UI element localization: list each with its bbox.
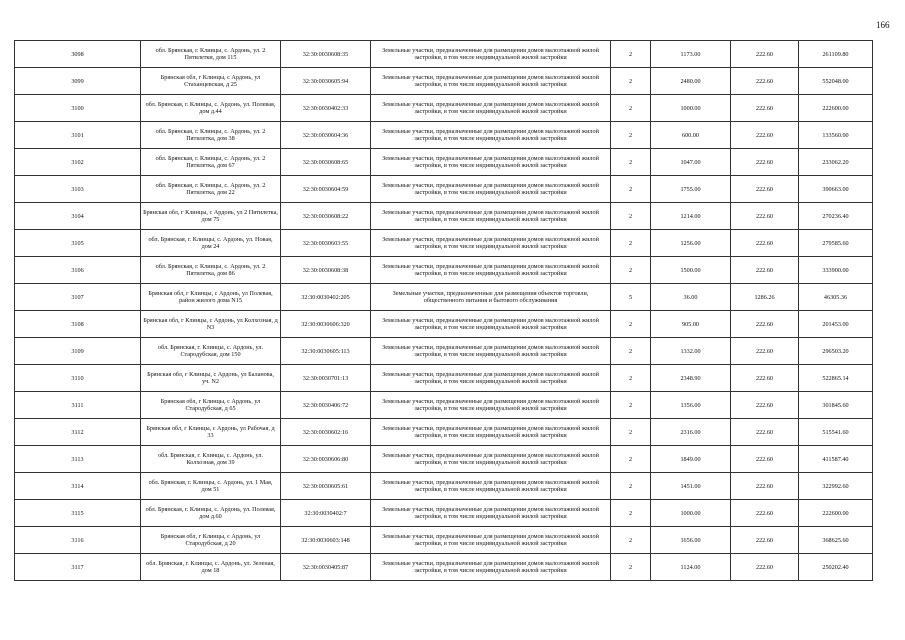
table-row (15, 203, 873, 230)
specific-value-cell: 222.60 (731, 419, 799, 446)
specific-value-cell: 222.60 (731, 122, 799, 149)
address-cell: Брянская обл, г Клинцы, с Ардонь, ул Колхозная, д N3 (141, 311, 281, 338)
land-purpose-cell: Земельные участки, предназначенные для размещения домов малоэтажной жилой застройки, в том числе индивидуальной жилой застройки (371, 230, 611, 257)
cadastral-number-cell: 32:30:0030606:80 (281, 446, 371, 473)
land-purpose-cell: Земельные участки, предназначенные для размещения домов малоэтажной жилой застройки, в том числе индивидуальной жилой застройки (371, 338, 611, 365)
area-cell: 1000.00 (651, 500, 731, 527)
row-number-cell: 3111 (15, 392, 141, 419)
area-cell: 1356.00 (651, 392, 731, 419)
table-row (15, 554, 873, 581)
cadastral-number-cell: 32:30:0030402:205 (281, 284, 371, 311)
address-cell: Брянская обл, г Клинцы, с Ардонь, ул Стародубская, д 20 (141, 527, 281, 554)
land-purpose-cell: Земельные участки, предназначенные для размещения домов малоэтажной жилой застройки, в том числе индивидуальной жилой застройки (371, 419, 611, 446)
group-cell: 5 (611, 284, 651, 311)
table-row (15, 176, 873, 203)
cadastral-value-cell: 279585.60 (799, 230, 873, 257)
specific-value-cell: 222.60 (731, 500, 799, 527)
land-purpose-cell: Земельные участки, предназначенные для размещения домов малоэтажной жилой застройки, в том числе индивидуальной жилой застройки (371, 392, 611, 419)
address-cell: обл. Брянская, г. Клинцы, с. Ардонь, ул. 2 Пятилетки, дом 115 (141, 41, 281, 68)
land-purpose-cell: Земельные участки, предназначенные для размещения домов малоэтажной жилой застройки, в том числе индивидуальной жилой застройки (371, 500, 611, 527)
area-cell: 905.00 (651, 311, 731, 338)
cadastral-number-cell: 32:30:0030603:55 (281, 230, 371, 257)
land-purpose-cell: Земельные участки, предназначенные для размещения домов малоэтажной жилой застройки, в том числе индивидуальной жилой застройки (371, 41, 611, 68)
row-number-cell: 3098 (15, 41, 141, 68)
land-purpose-cell: Земельные участки, предназначенные для размещения домов малоэтажной жилой застройки, в том числе индивидуальной жилой застройки (371, 446, 611, 473)
cadastral-value-cell: 201453.00 (799, 311, 873, 338)
address-cell: обл. Брянская, г. Клинцы, с. Ардонь, ул. Колхозная, дом 39 (141, 446, 281, 473)
group-cell: 2 (611, 500, 651, 527)
area-cell: 1214.00 (651, 203, 731, 230)
group-cell: 2 (611, 230, 651, 257)
group-cell: 2 (611, 149, 651, 176)
table-row (15, 338, 873, 365)
group-cell: 2 (611, 95, 651, 122)
specific-value-cell: 222.60 (731, 68, 799, 95)
table-row (15, 284, 873, 311)
address-cell: Брянская обл, г Клинцы, с Ардонь, ул Стародубская, д 65 (141, 392, 281, 419)
cadastral-number-cell: 32:30:0030405:87 (281, 554, 371, 581)
table-row (15, 122, 873, 149)
row-number-cell: 3113 (15, 446, 141, 473)
row-number-cell: 3106 (15, 257, 141, 284)
area-cell: 2316.00 (651, 419, 731, 446)
cadastral-value-cell: 222600.00 (799, 500, 873, 527)
cadastral-value-cell: 522865.14 (799, 365, 873, 392)
address-cell: обл. Брянская, г. Клинцы, с. Ардонь, ул. Стародубская, дом 150 (141, 338, 281, 365)
specific-value-cell: 222.60 (731, 473, 799, 500)
land-purpose-cell: Земельные участки, предназначенные для размещения домов малоэтажной жилой застройки, в том числе индивидуальной жилой застройки (371, 149, 611, 176)
cadastral-number-cell: 32:30:0030402:33 (281, 95, 371, 122)
row-number-cell: 3100 (15, 95, 141, 122)
specific-value-cell: 222.60 (731, 392, 799, 419)
row-number-cell: 3099 (15, 68, 141, 95)
group-cell: 2 (611, 392, 651, 419)
address-cell: обл. Брянская, г. Клинцы, с. Ардонь, ул. 2 Пятилетка, дом 22 (141, 176, 281, 203)
area-cell: 1656.00 (651, 527, 731, 554)
cadastral-number-cell: 32:30:0030604:59 (281, 176, 371, 203)
address-cell: обл. Брянская, г. Клинцы, с. Ардонь, ул. 2 Пятилетка, дом 86 (141, 257, 281, 284)
cadastral-value-cell: 46305.36 (799, 284, 873, 311)
cadastral-value-cell: 411587.40 (799, 446, 873, 473)
area-cell: 1256.00 (651, 230, 731, 257)
group-cell: 2 (611, 338, 651, 365)
area-cell: 1000.00 (651, 95, 731, 122)
specific-value-cell: 222.60 (731, 149, 799, 176)
page-number: 166 (876, 20, 890, 30)
cadastral-number-cell: 32:30:0030608:35 (281, 41, 371, 68)
table-row (15, 419, 873, 446)
land-purpose-cell: Земельные участки, предназначенные для размещения домов малоэтажной жилой застройки, в том числе индивидуальной жилой застройки (371, 365, 611, 392)
area-cell: 2480.00 (651, 68, 731, 95)
cadastral-number-cell: 32:30:0030406:72 (281, 392, 371, 419)
land-purpose-cell: Земельные участки, предназначенные для размещения домов малоэтажной жилой застройки, в том числе индивидуальной жилой застройки (371, 554, 611, 581)
area-cell: 1124.00 (651, 554, 731, 581)
row-number-cell: 3116 (15, 527, 141, 554)
row-number-cell: 3108 (15, 311, 141, 338)
group-cell: 2 (611, 527, 651, 554)
address-cell: обл. Брянская, г. Клинцы, с. Ардонь, ул. Полевая, дом д.60 (141, 500, 281, 527)
land-purpose-cell: Земельные участки, предназначенные для размещения объектов торговли, общественного питания и бытового обслуживания (371, 284, 611, 311)
address-cell: Брянская обл, г Клинцы, с Ардонь, ул Стаханцевская, д 25 (141, 68, 281, 95)
address-cell: Брянская обл, г Клинцы, с Ардонь, ул 2 Пятилетка, дом 75 (141, 203, 281, 230)
area-cell: 1332.00 (651, 338, 731, 365)
specific-value-cell: 222.60 (731, 176, 799, 203)
land-purpose-cell: Земельные участки, предназначенные для размещения домов малоэтажной жилой застройки, в том числе индивидуальной жилой застройки (371, 311, 611, 338)
specific-value-cell: 1286.26 (731, 284, 799, 311)
cadastral-value-cell: 296503.20 (799, 338, 873, 365)
address-cell: обл. Брянская, г. Клинцы, с. Ардонь, ул. 1 Мая, дом 51 (141, 473, 281, 500)
area-cell: 1500.00 (651, 257, 731, 284)
land-purpose-cell: Земельные участки, предназначенные для размещения домов малоэтажной жилой застройки, в том числе индивидуальной жилой застройки (371, 527, 611, 554)
table-row (15, 473, 873, 500)
cadastral-number-cell: 32:30:0030608:22 (281, 203, 371, 230)
cadastral-value-cell: 270236.40 (799, 203, 873, 230)
group-cell: 2 (611, 446, 651, 473)
cadastral-number-cell: 32:30:0030701:13 (281, 365, 371, 392)
group-cell: 2 (611, 203, 651, 230)
group-cell: 2 (611, 419, 651, 446)
area-cell: 1849.00 (651, 446, 731, 473)
address-cell: обл. Брянская, г. Клинцы, с. Ардонь, ул. Зеленая, дом 18 (141, 554, 281, 581)
group-cell: 2 (611, 554, 651, 581)
row-number-cell: 3115 (15, 500, 141, 527)
group-cell: 2 (611, 176, 651, 203)
cadastral-number-cell: 32:30:0030602:16 (281, 419, 371, 446)
cadastral-value-cell: 261109.80 (799, 41, 873, 68)
land-purpose-cell: Земельные участки, предназначенные для размещения домов малоэтажной жилой застройки, в том числе индивидуальной жилой застройки (371, 95, 611, 122)
row-number-cell: 3114 (15, 473, 141, 500)
specific-value-cell: 222.60 (731, 203, 799, 230)
cadastral-value-cell: 322992.60 (799, 473, 873, 500)
cadastral-value-cell: 333900.00 (799, 257, 873, 284)
cadastral-value-cell: 233062.20 (799, 149, 873, 176)
address-cell: Брянская обл, г Клинцы, с Ардонь, ул Полевая, район жилого дома N15 (141, 284, 281, 311)
land-purpose-cell: Земельные участки, предназначенные для размещения домов малоэтажной жилой застройки, в том числе индивидуальной жилой застройки (371, 122, 611, 149)
area-cell: 600.00 (651, 122, 731, 149)
row-number-cell: 3112 (15, 419, 141, 446)
specific-value-cell: 222.60 (731, 554, 799, 581)
cadastral-number-cell: 32:30:0030605:94 (281, 68, 371, 95)
row-number-cell: 3104 (15, 203, 141, 230)
cadastral-number-cell: 32:30:0030402:7 (281, 500, 371, 527)
specific-value-cell: 222.60 (731, 365, 799, 392)
table-row (15, 446, 873, 473)
address-cell: обл. Брянская, г. Клинцы, с. Ардонь, ул. Полевая, дом д.44 (141, 95, 281, 122)
group-cell: 2 (611, 257, 651, 284)
row-number-cell: 3105 (15, 230, 141, 257)
specific-value-cell: 222.60 (731, 95, 799, 122)
address-cell: обл. Брянская, г. Клинцы, с. Ардонь, ул. 2 Пятилетка, дом 38 (141, 122, 281, 149)
row-number-cell: 3109 (15, 338, 141, 365)
area-cell: 1451.00 (651, 473, 731, 500)
area-cell: 1755.00 (651, 176, 731, 203)
group-cell: 2 (611, 365, 651, 392)
address-cell: Брянская обл, г Клинцы, с Ардонь, ул Баланова, уч. N2 (141, 365, 281, 392)
cadastral-number-cell: 32:30:0030605:61 (281, 473, 371, 500)
table-row (15, 500, 873, 527)
cadastral-value-cell: 133560.00 (799, 122, 873, 149)
row-number-cell: 3117 (15, 554, 141, 581)
table-row (15, 527, 873, 554)
table-row (15, 257, 873, 284)
group-cell: 2 (611, 122, 651, 149)
specific-value-cell: 222.60 (731, 41, 799, 68)
cadastral-value-cell: 390663.00 (799, 176, 873, 203)
row-number-cell: 3101 (15, 122, 141, 149)
land-purpose-cell: Земельные участки, предназначенные для размещения домов малоэтажной жилой застройки, в том числе индивидуальной жилой застройки (371, 473, 611, 500)
table-row (15, 230, 873, 257)
land-purpose-cell: Земельные участки, предназначенные для размещения домов малоэтажной жилой застройки, в том числе индивидуальной жилой застройки (371, 176, 611, 203)
cadastral-value-cell: 515541.60 (799, 419, 873, 446)
table-row (15, 392, 873, 419)
cadastral-value-table (14, 40, 873, 581)
specific-value-cell: 222.60 (731, 257, 799, 284)
group-cell: 2 (611, 311, 651, 338)
cadastral-value-cell: 368625.60 (799, 527, 873, 554)
area-cell: 36.00 (651, 284, 731, 311)
cadastral-value-cell: 301845.60 (799, 392, 873, 419)
area-cell: 2348.90 (651, 365, 731, 392)
row-number-cell: 3110 (15, 365, 141, 392)
cadastral-value-cell: 552048.00 (799, 68, 873, 95)
area-cell: 1047.00 (651, 149, 731, 176)
cadastral-number-cell: 32:30:0030608:65 (281, 149, 371, 176)
table-row (15, 311, 873, 338)
specific-value-cell: 222.60 (731, 446, 799, 473)
table-row (15, 365, 873, 392)
cadastral-number-cell: 32:30:0030604:36 (281, 122, 371, 149)
area-cell: 1173.00 (651, 41, 731, 68)
group-cell: 2 (611, 41, 651, 68)
cadastral-number-cell: 32:30:0030603:148 (281, 527, 371, 554)
specific-value-cell: 222.60 (731, 527, 799, 554)
cadastral-value-cell: 222600.00 (799, 95, 873, 122)
cadastral-value-cell: 250202.40 (799, 554, 873, 581)
cadastral-number-cell: 32:30:0030608:38 (281, 257, 371, 284)
table-row (15, 149, 873, 176)
group-cell: 2 (611, 473, 651, 500)
land-purpose-cell: Земельные участки, предназначенные для размещения домов малоэтажной жилой застройки, в том числе индивидуальной жилой застройки (371, 68, 611, 95)
specific-value-cell: 222.60 (731, 338, 799, 365)
group-cell: 2 (611, 68, 651, 95)
land-purpose-cell: Земельные участки, предназначенные для размещения домов малоэтажной жилой застройки, в том числе индивидуальной жилой застройки (371, 203, 611, 230)
cadastral-number-cell: 32:30:0030606:320 (281, 311, 371, 338)
specific-value-cell: 222.60 (731, 230, 799, 257)
address-cell: Брянская обл, г Клинцы, с Ардонь, ул Рабочая, д 33 (141, 419, 281, 446)
specific-value-cell: 222.60 (731, 311, 799, 338)
address-cell: обл. Брянская, г. Клинцы, с. Ардонь, ул. Новая, дом 24 (141, 230, 281, 257)
table-row (15, 95, 873, 122)
land-purpose-cell: Земельные участки, предназначенные для размещения домов малоэтажной жилой застройки, в том числе индивидуальной жилой застройки (371, 257, 611, 284)
table-row (15, 41, 873, 68)
table-row (15, 68, 873, 95)
cadastral-number-cell: 32:30:0030605:113 (281, 338, 371, 365)
row-number-cell: 3102 (15, 149, 141, 176)
row-number-cell: 3103 (15, 176, 141, 203)
row-number-cell: 3107 (15, 284, 141, 311)
address-cell: обл. Брянская, г. Клинцы, с. Ардонь, ул. 2 Пятилетка, дом 67 (141, 149, 281, 176)
